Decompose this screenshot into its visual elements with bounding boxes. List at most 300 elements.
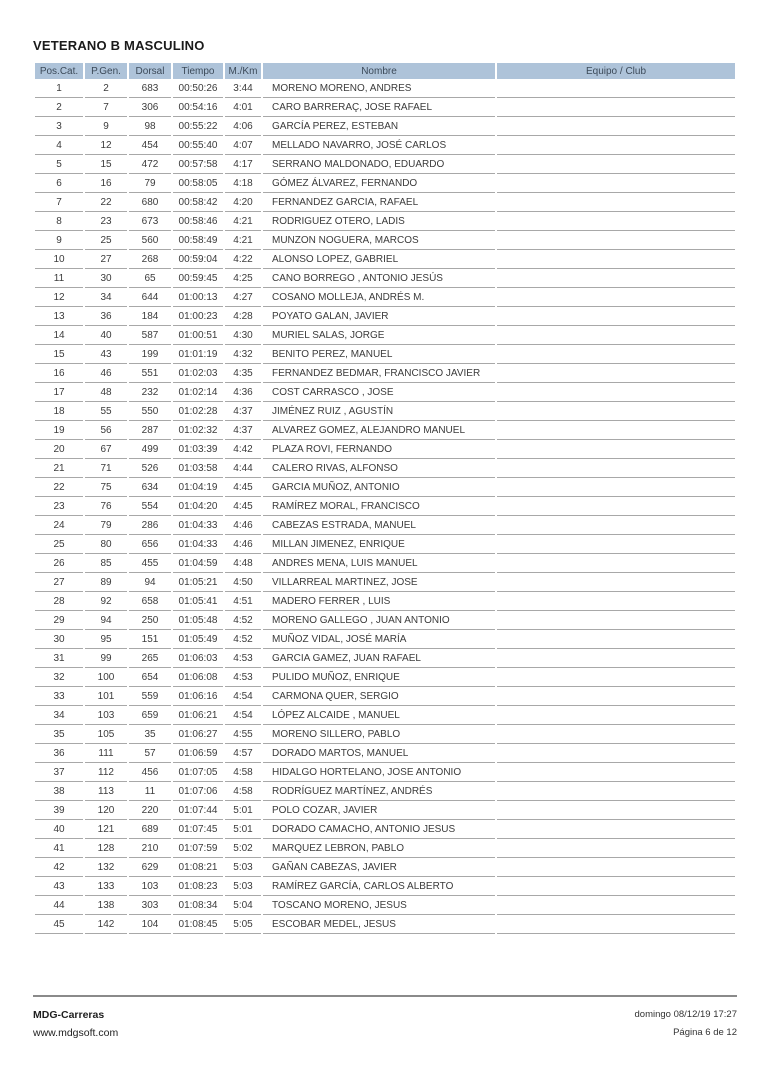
cell-mkm: 3:44 (225, 79, 261, 98)
cell-equipo (497, 668, 735, 687)
cell-tiempo: 01:08:21 (173, 858, 223, 877)
cell-poscat: 38 (35, 782, 83, 801)
cell-pgen: 30 (85, 269, 127, 288)
cell-mkm: 4:22 (225, 250, 261, 269)
cell-tiempo: 00:59:04 (173, 250, 223, 269)
cell-poscat: 6 (35, 174, 83, 193)
cell-pgen: 23 (85, 212, 127, 231)
cell-tiempo: 00:55:22 (173, 117, 223, 136)
cell-dorsal: 587 (129, 326, 171, 345)
cell-pgen: 12 (85, 136, 127, 155)
cell-tiempo: 00:58:49 (173, 231, 223, 250)
cell-tiempo: 00:57:58 (173, 155, 223, 174)
cell-dorsal: 65 (129, 269, 171, 288)
cell-nombre: VILLARREAL MARTINEZ, JOSE (263, 573, 495, 592)
cell-equipo (497, 611, 735, 630)
cell-poscat: 19 (35, 421, 83, 440)
cell-dorsal: 654 (129, 668, 171, 687)
cell-equipo (497, 231, 735, 250)
cell-dorsal: 560 (129, 231, 171, 250)
cell-dorsal: 658 (129, 592, 171, 611)
cell-pgen: 95 (85, 630, 127, 649)
cell-poscat: 20 (35, 440, 83, 459)
cell-tiempo: 01:06:59 (173, 744, 223, 763)
cell-mkm: 4:20 (225, 193, 261, 212)
website-link[interactable]: www.mdgsoft.com (33, 1027, 119, 1039)
cell-tiempo: 01:00:51 (173, 326, 223, 345)
cell-pgen: 100 (85, 668, 127, 687)
cell-equipo (497, 763, 735, 782)
cell-mkm: 4:37 (225, 402, 261, 421)
cell-tiempo: 01:04:19 (173, 478, 223, 497)
table-row (35, 801, 735, 820)
cell-dorsal: 455 (129, 554, 171, 573)
column-header-dorsal: Dorsal (129, 63, 171, 79)
cell-tiempo: 01:07:45 (173, 820, 223, 839)
table-row (35, 402, 735, 421)
cell-pgen: 46 (85, 364, 127, 383)
cell-mkm: 5:05 (225, 915, 261, 934)
cell-tiempo: 01:06:08 (173, 668, 223, 687)
cell-poscat: 23 (35, 497, 83, 516)
cell-dorsal: 151 (129, 630, 171, 649)
cell-equipo (497, 554, 735, 573)
cell-dorsal: 559 (129, 687, 171, 706)
cell-tiempo: 01:02:28 (173, 402, 223, 421)
footer-left (33, 1009, 118, 1039)
cell-tiempo: 00:54:16 (173, 98, 223, 117)
cell-pgen: 94 (85, 611, 127, 630)
cell-equipo (497, 250, 735, 269)
cell-dorsal: 644 (129, 288, 171, 307)
cell-nombre: DORADO CAMACHO, ANTONIO JESUS (263, 820, 495, 839)
cell-equipo (497, 98, 735, 117)
cell-mkm: 4:07 (225, 136, 261, 155)
cell-tiempo: 01:07:44 (173, 801, 223, 820)
cell-equipo (497, 915, 735, 934)
cell-poscat: 21 (35, 459, 83, 478)
cell-mkm: 4:48 (225, 554, 261, 573)
cell-nombre: CARO BARRERAÇ, JOSE RAFAEL (263, 98, 495, 117)
cell-dorsal: 683 (129, 79, 171, 98)
cell-dorsal: 250 (129, 611, 171, 630)
cell-poscat: 1 (35, 79, 83, 98)
cell-tiempo: 00:55:40 (173, 136, 223, 155)
cell-pgen: 132 (85, 858, 127, 877)
cell-dorsal: 265 (129, 649, 171, 668)
cell-pgen: 120 (85, 801, 127, 820)
cell-tiempo: 01:00:23 (173, 307, 223, 326)
cell-pgen: 40 (85, 326, 127, 345)
cell-dorsal: 526 (129, 459, 171, 478)
cell-pgen: 112 (85, 763, 127, 782)
cell-mkm: 4:36 (225, 383, 261, 402)
cell-tiempo: 01:06:03 (173, 649, 223, 668)
table-row (35, 212, 735, 231)
column-header-pgen: P.Gen. (85, 63, 127, 79)
cell-pgen: 67 (85, 440, 127, 459)
column-header-poscat: Pos.Cat. (35, 63, 83, 79)
cell-pgen: 92 (85, 592, 127, 611)
cell-nombre: CANO BORREGO , ANTONIO JESÚS (263, 269, 495, 288)
cell-tiempo: 01:08:23 (173, 877, 223, 896)
cell-poscat: 30 (35, 630, 83, 649)
table-row (35, 820, 735, 839)
cell-equipo (497, 896, 735, 915)
cell-equipo (497, 345, 735, 364)
table-row (35, 136, 735, 155)
cell-dorsal: 98 (129, 117, 171, 136)
table-row (35, 326, 735, 345)
cell-equipo (497, 687, 735, 706)
cell-mkm: 4:18 (225, 174, 261, 193)
cell-nombre: RODRÍGUEZ MARTÍNEZ, ANDRÉS (263, 782, 495, 801)
cell-nombre: MUÑOZ VIDAL, JOSÉ MARÍA (263, 630, 495, 649)
cell-poscat: 24 (35, 516, 83, 535)
table-row (35, 896, 735, 915)
cell-pgen: 25 (85, 231, 127, 250)
cell-mkm: 4:35 (225, 364, 261, 383)
cell-poscat: 22 (35, 478, 83, 497)
cell-mkm: 4:55 (225, 725, 261, 744)
cell-tiempo: 01:08:45 (173, 915, 223, 934)
cell-equipo (497, 383, 735, 402)
cell-poscat: 34 (35, 706, 83, 725)
cell-poscat: 10 (35, 250, 83, 269)
cell-nombre: DORADO MARTOS, MANUEL (263, 744, 495, 763)
cell-tiempo: 01:02:14 (173, 383, 223, 402)
table-row (35, 79, 735, 98)
cell-pgen: 56 (85, 421, 127, 440)
cell-poscat: 12 (35, 288, 83, 307)
cell-tiempo: 01:07:06 (173, 782, 223, 801)
cell-nombre: JIMÉNEZ RUIZ , AGUSTÍN (263, 402, 495, 421)
footer-divider (33, 995, 737, 997)
cell-tiempo: 01:02:03 (173, 364, 223, 383)
cell-equipo (497, 573, 735, 592)
cell-tiempo: 00:58:46 (173, 212, 223, 231)
cell-mkm: 4:06 (225, 117, 261, 136)
cell-nombre: MADERO FERRER , LUIS (263, 592, 495, 611)
cell-nombre: POLO COZAR, JAVIER (263, 801, 495, 820)
cell-dorsal: 656 (129, 535, 171, 554)
cell-equipo (497, 478, 735, 497)
table-row (35, 858, 735, 877)
cell-pgen: 101 (85, 687, 127, 706)
cell-nombre: RAMÍREZ MORAL, FRANCISCO (263, 497, 495, 516)
cell-equipo (497, 193, 735, 212)
table-row (35, 782, 735, 801)
cell-poscat: 3 (35, 117, 83, 136)
cell-nombre: ESCOBAR MEDEL, JESUS (263, 915, 495, 934)
cell-nombre: HIDALGO HORTELANO, JOSE ANTONIO (263, 763, 495, 782)
cell-dorsal: 287 (129, 421, 171, 440)
cell-mkm: 5:03 (225, 877, 261, 896)
cell-nombre: MORENO MORENO, ANDRES (263, 79, 495, 98)
print-datetime: domingo 08/12/19 17:27 (634, 1009, 737, 1020)
cell-tiempo: 01:05:49 (173, 630, 223, 649)
cell-nombre: GARCÍA PEREZ, ESTEBAN (263, 117, 495, 136)
table-row (35, 649, 735, 668)
cell-mkm: 4:01 (225, 98, 261, 117)
cell-pgen: 15 (85, 155, 127, 174)
cell-mkm: 4:58 (225, 763, 261, 782)
cell-mkm: 5:03 (225, 858, 261, 877)
cell-dorsal: 220 (129, 801, 171, 820)
cell-nombre: BENITO PEREZ, MANUEL (263, 345, 495, 364)
cell-dorsal: 35 (129, 725, 171, 744)
cell-poscat: 39 (35, 801, 83, 820)
cell-nombre: ANDRES MENA, LUIS MANUEL (263, 554, 495, 573)
cell-poscat: 45 (35, 915, 83, 934)
table-row (35, 117, 735, 136)
cell-dorsal: 454 (129, 136, 171, 155)
cell-mkm: 5:01 (225, 801, 261, 820)
table-row (35, 269, 735, 288)
cell-dorsal: 57 (129, 744, 171, 763)
cell-equipo (497, 288, 735, 307)
table-row (35, 573, 735, 592)
cell-mkm: 4:21 (225, 212, 261, 231)
cell-pgen: 36 (85, 307, 127, 326)
table-row (35, 459, 735, 478)
cell-poscat: 41 (35, 839, 83, 858)
cell-poscat: 13 (35, 307, 83, 326)
column-header-nombre: Nombre (263, 63, 495, 79)
cell-dorsal: 550 (129, 402, 171, 421)
cell-dorsal: 499 (129, 440, 171, 459)
cell-nombre: POYATO GALAN, JAVIER (263, 307, 495, 326)
table-row (35, 497, 735, 516)
table-head (35, 63, 735, 79)
cell-pgen: 113 (85, 782, 127, 801)
column-header-tiempo: Tiempo (173, 63, 223, 79)
cell-equipo (497, 535, 735, 554)
cell-nombre: MORENO SILLERO, PABLO (263, 725, 495, 744)
cell-mkm: 4:52 (225, 611, 261, 630)
cell-dorsal: 303 (129, 896, 171, 915)
cell-tiempo: 01:05:21 (173, 573, 223, 592)
cell-mkm: 4:42 (225, 440, 261, 459)
cell-tiempo: 01:05:41 (173, 592, 223, 611)
cell-poscat: 43 (35, 877, 83, 896)
table-row (35, 516, 735, 535)
cell-equipo (497, 820, 735, 839)
table-row (35, 630, 735, 649)
cell-tiempo: 01:06:16 (173, 687, 223, 706)
cell-poscat: 4 (35, 136, 83, 155)
cell-mkm: 4:46 (225, 535, 261, 554)
cell-nombre: RODRIGUEZ OTERO, LADIS (263, 212, 495, 231)
table-header-row (35, 63, 735, 79)
table-row (35, 763, 735, 782)
cell-pgen: 34 (85, 288, 127, 307)
cell-dorsal: 629 (129, 858, 171, 877)
cell-equipo (497, 440, 735, 459)
cell-mkm: 4:32 (225, 345, 261, 364)
table-row (35, 535, 735, 554)
cell-dorsal: 11 (129, 782, 171, 801)
cell-dorsal: 659 (129, 706, 171, 725)
category-title: VETERANO B MASCULINO (33, 38, 205, 53)
page-footer (33, 995, 737, 1039)
cell-poscat: 36 (35, 744, 83, 763)
cell-dorsal: 286 (129, 516, 171, 535)
cell-mkm: 4:17 (225, 155, 261, 174)
cell-tiempo: 01:02:32 (173, 421, 223, 440)
cell-dorsal: 551 (129, 364, 171, 383)
cell-equipo (497, 725, 735, 744)
cell-nombre: FERNANDEZ BEDMAR, FRANCISCO JAVIER (263, 364, 495, 383)
table-row (35, 725, 735, 744)
cell-pgen: 71 (85, 459, 127, 478)
cell-dorsal: 210 (129, 839, 171, 858)
footer-right (635, 1009, 737, 1038)
table-row (35, 231, 735, 250)
cell-nombre: PULIDO MUÑOZ, ENRIQUE (263, 668, 495, 687)
cell-nombre: ALVAREZ GOMEZ, ALEJANDRO MANUEL (263, 421, 495, 440)
cell-poscat: 31 (35, 649, 83, 668)
cell-equipo (497, 79, 735, 98)
cell-nombre: SERRANO MALDONADO, EDUARDO (263, 155, 495, 174)
cell-tiempo: 00:59:45 (173, 269, 223, 288)
table-row (35, 155, 735, 174)
cell-poscat: 14 (35, 326, 83, 345)
cell-dorsal: 673 (129, 212, 171, 231)
cell-equipo (497, 592, 735, 611)
cell-nombre: GARCIA GAMEZ, JUAN RAFAEL (263, 649, 495, 668)
cell-equipo (497, 801, 735, 820)
cell-poscat: 26 (35, 554, 83, 573)
cell-mkm: 4:58 (225, 782, 261, 801)
cell-nombre: LÓPEZ ALCAIDE , MANUEL (263, 706, 495, 725)
cell-mkm: 4:28 (225, 307, 261, 326)
cell-equipo (497, 136, 735, 155)
cell-dorsal: 689 (129, 820, 171, 839)
cell-dorsal: 79 (129, 174, 171, 193)
cell-dorsal: 634 (129, 478, 171, 497)
cell-tiempo: 01:00:13 (173, 288, 223, 307)
cell-mkm: 4:37 (225, 421, 261, 440)
cell-mkm: 4:54 (225, 706, 261, 725)
cell-nombre: GARCIA MUÑOZ, ANTONIO (263, 478, 495, 497)
cell-mkm: 4:45 (225, 478, 261, 497)
table-row (35, 592, 735, 611)
cell-tiempo: 01:04:20 (173, 497, 223, 516)
cell-mkm: 4:53 (225, 649, 261, 668)
cell-dorsal: 103 (129, 877, 171, 896)
cell-nombre: COST CARRASCO , JOSE (263, 383, 495, 402)
cell-poscat: 44 (35, 896, 83, 915)
table-row (35, 554, 735, 573)
cell-poscat: 32 (35, 668, 83, 687)
cell-dorsal: 104 (129, 915, 171, 934)
cell-mkm: 4:45 (225, 497, 261, 516)
cell-poscat: 18 (35, 402, 83, 421)
cell-tiempo: 01:07:59 (173, 839, 223, 858)
table-body (35, 79, 735, 934)
cell-nombre: ALONSO LOPEZ, GABRIEL (263, 250, 495, 269)
cell-pgen: 142 (85, 915, 127, 934)
table-row (35, 421, 735, 440)
cell-poscat: 42 (35, 858, 83, 877)
table-row (35, 383, 735, 402)
table-row (35, 687, 735, 706)
cell-pgen: 16 (85, 174, 127, 193)
cell-nombre: MARQUEZ LEBRON, PABLO (263, 839, 495, 858)
cell-nombre: CALERO RIVAS, ALFONSO (263, 459, 495, 478)
cell-equipo (497, 877, 735, 896)
cell-nombre: MURIEL SALAS, JORGE (263, 326, 495, 345)
cell-mkm: 4:52 (225, 630, 261, 649)
cell-poscat: 11 (35, 269, 83, 288)
organization-name: MDG-Carreras (33, 1009, 105, 1021)
cell-mkm: 4:50 (225, 573, 261, 592)
cell-mkm: 5:04 (225, 896, 261, 915)
cell-dorsal: 456 (129, 763, 171, 782)
cell-dorsal: 472 (129, 155, 171, 174)
cell-pgen: 133 (85, 877, 127, 896)
cell-nombre: COSANO MOLLEJA, ANDRÉS M. (263, 288, 495, 307)
cell-pgen: 80 (85, 535, 127, 554)
column-header-equipo: Equipo / Club (497, 63, 735, 79)
cell-poscat: 28 (35, 592, 83, 611)
cell-mkm: 4:30 (225, 326, 261, 345)
cell-tiempo: 01:06:21 (173, 706, 223, 725)
cell-dorsal: 199 (129, 345, 171, 364)
cell-tiempo: 01:04:59 (173, 554, 223, 573)
cell-equipo (497, 706, 735, 725)
cell-equipo (497, 744, 735, 763)
table-row (35, 611, 735, 630)
cell-poscat: 37 (35, 763, 83, 782)
table-row (35, 174, 735, 193)
cell-tiempo: 00:58:05 (173, 174, 223, 193)
cell-poscat: 7 (35, 193, 83, 212)
cell-pgen: 9 (85, 117, 127, 136)
cell-equipo (497, 402, 735, 421)
cell-poscat: 29 (35, 611, 83, 630)
table-row (35, 345, 735, 364)
cell-pgen: 89 (85, 573, 127, 592)
cell-tiempo: 01:03:39 (173, 440, 223, 459)
cell-pgen: 128 (85, 839, 127, 858)
cell-dorsal: 232 (129, 383, 171, 402)
table-row (35, 440, 735, 459)
cell-pgen: 43 (85, 345, 127, 364)
table-row (35, 706, 735, 725)
cell-poscat: 2 (35, 98, 83, 117)
cell-tiempo: 00:58:42 (173, 193, 223, 212)
cell-nombre: CABEZAS ESTRADA, MANUEL (263, 516, 495, 535)
cell-mkm: 4:54 (225, 687, 261, 706)
table-row (35, 288, 735, 307)
cell-pgen: 2 (85, 79, 127, 98)
cell-tiempo: 01:07:05 (173, 763, 223, 782)
table-row (35, 668, 735, 687)
cell-nombre: TOSCANO MORENO, JESUS (263, 896, 495, 915)
cell-pgen: 48 (85, 383, 127, 402)
cell-nombre: MELLADO NAVARRO, JOSÉ CARLOS (263, 136, 495, 155)
cell-pgen: 75 (85, 478, 127, 497)
cell-equipo (497, 174, 735, 193)
cell-poscat: 16 (35, 364, 83, 383)
cell-equipo (497, 307, 735, 326)
cell-equipo (497, 326, 735, 345)
cell-dorsal: 306 (129, 98, 171, 117)
cell-mkm: 4:25 (225, 269, 261, 288)
cell-pgen: 121 (85, 820, 127, 839)
